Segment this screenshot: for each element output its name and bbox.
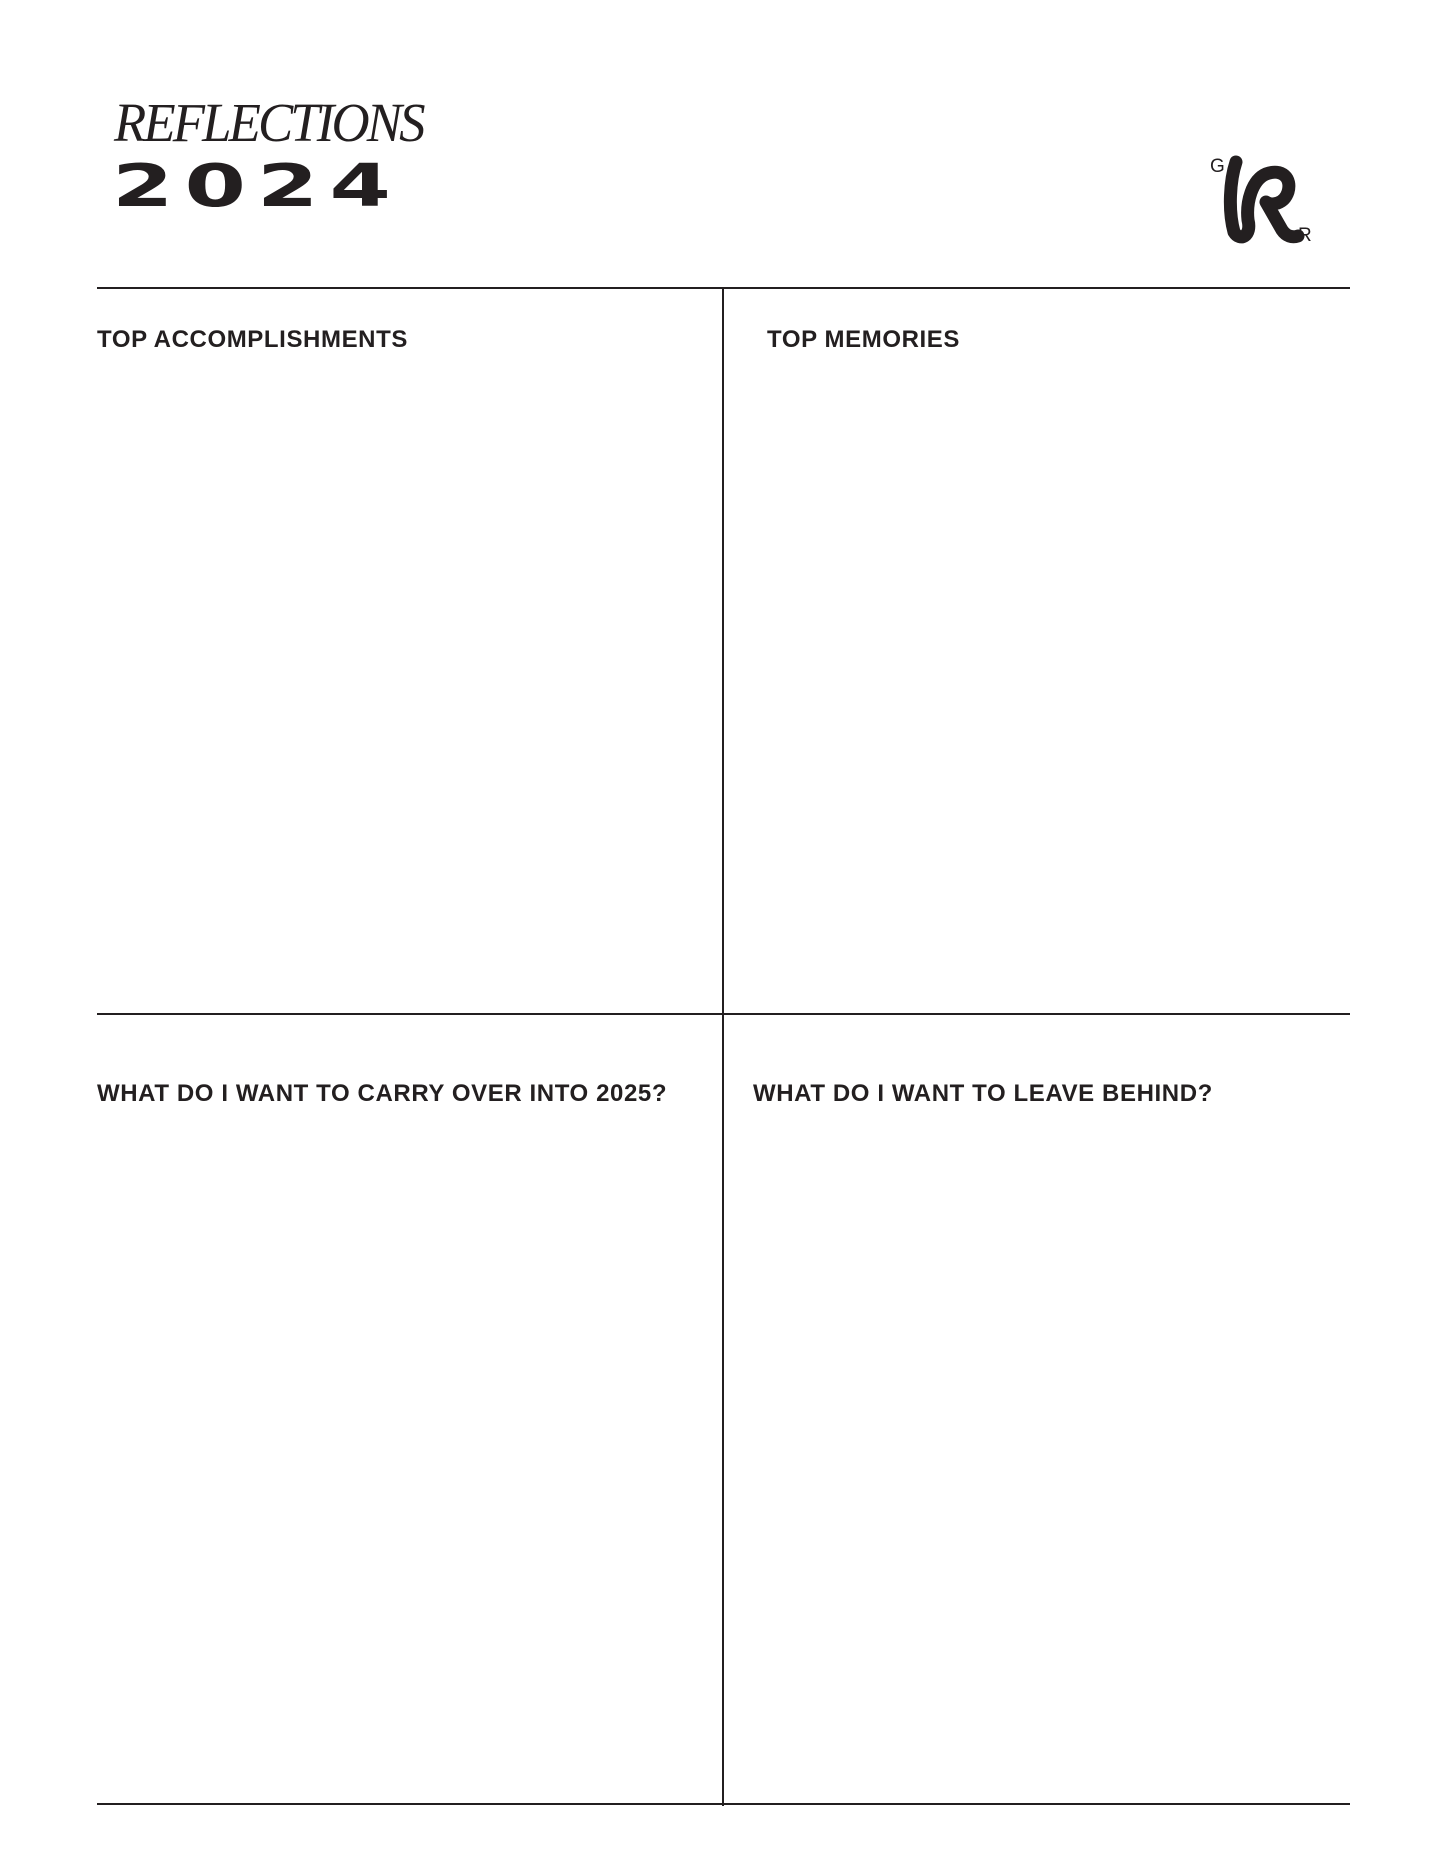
- leave-behind-write-area[interactable]: [730, 1125, 1345, 1795]
- section-heading-memories: TOP MEMORIES: [767, 326, 961, 353]
- page-year: 2024: [112, 152, 402, 221]
- section-heading-accomplishments: TOP ACCOMPLISHMENTS: [97, 326, 408, 353]
- svg-text:G: G: [1210, 156, 1225, 177]
- carry-over-write-area[interactable]: [97, 1125, 717, 1795]
- section-heading-leave-behind: WHAT DO I WANT TO LEAVE BEHIND?: [753, 1080, 1213, 1107]
- center-divider: [722, 288, 724, 1806]
- accomplishments-write-area[interactable]: [97, 370, 717, 1005]
- section-heading-carry-over: WHAT DO I WANT TO CARRY OVER INTO 2025?: [97, 1080, 668, 1107]
- svg-text:R: R: [1298, 225, 1312, 245]
- memories-write-area[interactable]: [730, 370, 1345, 1005]
- gr-monogram-logo: [1206, 150, 1326, 245]
- page-title: REFLECTIONS: [114, 92, 423, 153]
